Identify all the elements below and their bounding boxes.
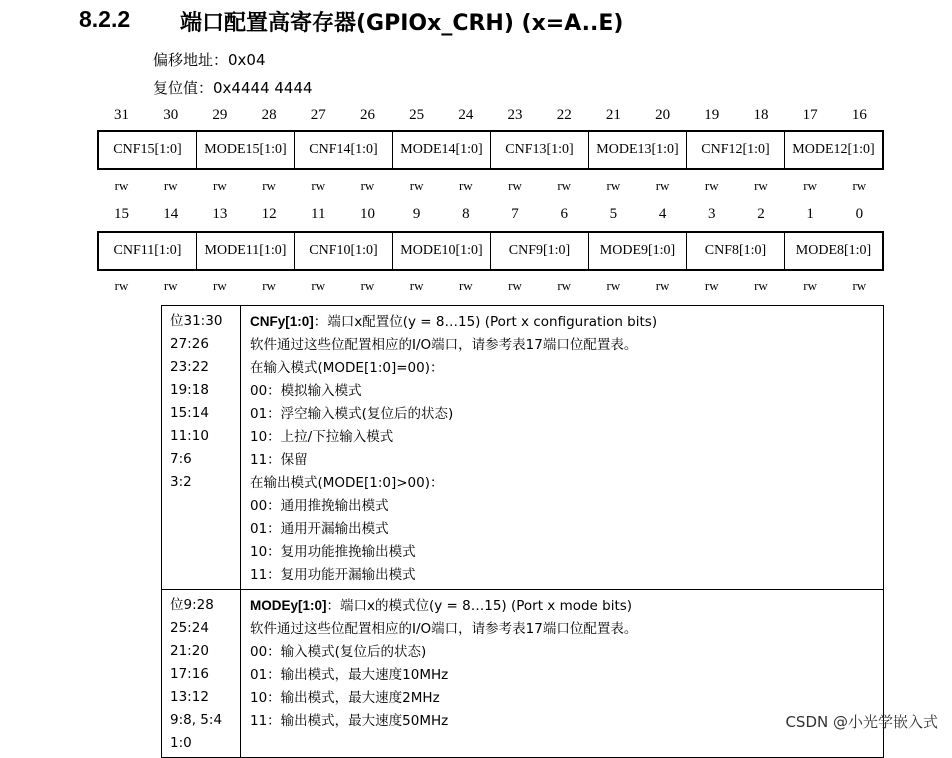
bit-number: 11 (311, 206, 326, 222)
access-type: rw (262, 278, 276, 293)
description-line: 01：输出模式，最大速度10MHz (250, 667, 449, 683)
access-type: rw (311, 278, 326, 293)
bit-range: 1:0 (170, 735, 192, 751)
description-line: 11：保留 (250, 452, 308, 468)
bit-range: 3:2 (170, 474, 192, 490)
access-type: rw (409, 278, 424, 293)
access-type: rw (409, 178, 424, 193)
bit-range: 25:24 (170, 620, 209, 636)
access-type: rw (704, 178, 719, 193)
register-field: CNF14[1:0] (295, 132, 393, 168)
section-number: 8.2.2 (79, 6, 131, 32)
access-type: rw (360, 278, 375, 293)
reset-line (153, 77, 313, 98)
field-name: MODEy[1:0] (250, 598, 327, 613)
register-field: MODE12[1:0] (792, 142, 875, 157)
access-type: rw (458, 278, 473, 293)
bit-number: 26 (359, 107, 375, 123)
description-line: 01：通用开漏输出模式 (250, 521, 389, 537)
description-line: 在输入模式(MODE[1:0]=00)： (250, 360, 444, 376)
register-field: MODE10[1:0] (393, 233, 491, 269)
bit-number: 22 (556, 107, 572, 123)
description-line: 00：输入模式(复位后的状态) (250, 644, 427, 660)
bit-description-table (161, 305, 884, 758)
access-type: rw (557, 178, 572, 193)
access-type: rw (655, 178, 670, 193)
access-type: rw (114, 178, 129, 193)
access-type: rw (508, 178, 522, 193)
register-field: MODE13[1:0] (589, 132, 687, 168)
access-type: rw (557, 278, 572, 293)
bit-number: 31 (114, 107, 129, 123)
section-title: 端口配置高寄存器(GPIOx_CRH) (x=A..E) (180, 11, 624, 36)
offset-line (153, 49, 266, 70)
access-type: rw (508, 278, 522, 293)
bit-number: 10 (359, 206, 375, 222)
bit-range-cell (162, 590, 241, 758)
register-field: MODE14[1:0] (393, 132, 491, 168)
access-type: rw (704, 278, 719, 293)
field-name: CNFy[1:0] (250, 314, 314, 329)
offset-label: 偏移地址： (153, 51, 229, 69)
access-type: rw (852, 178, 867, 193)
bit-number: 6 (560, 206, 568, 222)
bit-number: 7 (511, 206, 519, 222)
bit-number: 23 (507, 107, 523, 123)
register-field: CNF15[1:0] (99, 132, 197, 168)
access-type: rw (606, 178, 621, 193)
bit-range: 15:14 (170, 405, 209, 421)
access-type: rw (213, 178, 227, 193)
access-type: rw (754, 178, 768, 193)
bit-range: 27:26 (170, 336, 209, 352)
access-type: rw (213, 278, 227, 293)
offset-value: 0x04 (228, 51, 266, 69)
access-type: rw (852, 278, 867, 293)
description-line: 在输出模式(MODE[1:0]>00)： (250, 475, 444, 491)
register-row1-fields (97, 130, 884, 170)
bit-number: 17 (802, 107, 818, 123)
register-field: MODE9[1:0] (589, 233, 687, 269)
bit-range: 9:8, 5:4 (170, 712, 223, 728)
access-type: rw (803, 278, 817, 293)
bit-number: 30 (163, 107, 179, 123)
bit-number: 15 (114, 206, 129, 222)
bit-range: 7:6 (170, 451, 192, 467)
bit-number: 14 (163, 206, 179, 222)
field-title (250, 310, 877, 334)
watermark: CSDN @小光学嵌入式 (785, 713, 938, 731)
bit-number: 5 (609, 206, 618, 222)
bit-range: 17:16 (170, 666, 209, 682)
description-cell (241, 590, 884, 758)
description-line: 10：复用功能推挽输出模式 (250, 544, 416, 560)
register-field: CNF10[1:0] (295, 233, 393, 269)
access-type: rw (360, 178, 375, 193)
bit-range: 21:20 (170, 643, 209, 659)
description-line: 00：模拟输入模式 (250, 383, 362, 399)
bit-number: 25 (409, 107, 425, 123)
bit-number: 28 (261, 107, 277, 123)
bit-number: 18 (753, 107, 769, 123)
bit-number: 3 (708, 206, 716, 222)
bit-number: 8 (462, 206, 470, 222)
access-type: rw (163, 178, 178, 193)
bit-number: 19 (704, 107, 720, 123)
reset-label: 复位值： (153, 79, 214, 97)
bit-number: 2 (757, 206, 765, 222)
bit-number: 20 (655, 107, 671, 123)
register-field: MODE8[1:0] (795, 243, 872, 258)
access-type: rw (754, 278, 768, 293)
access-type: rw (803, 178, 817, 193)
description-line: 11：复用功能开漏输出模式 (250, 567, 416, 583)
access-type: rw (311, 178, 326, 193)
bit-range-cell (162, 306, 241, 590)
access-type: rw (655, 278, 670, 293)
bit-number: 29 (212, 107, 228, 123)
bit-number: 16 (851, 107, 867, 123)
description-line: 10：上拉/下拉输入模式 (250, 429, 394, 445)
register-field: CNF9[1:0] (491, 233, 589, 269)
access-type: rw (114, 278, 129, 293)
bit-range: 11:10 (170, 428, 209, 444)
description-line: 00：通用推挽输出模式 (250, 498, 389, 514)
bit-number: 4 (658, 206, 667, 222)
bit-number: 13 (212, 206, 228, 222)
register-field: CNF13[1:0] (491, 132, 589, 168)
register-field: MODE11[1:0] (197, 233, 295, 269)
description-row (162, 306, 884, 590)
bit-number: 9 (412, 206, 421, 222)
register-row2-fields (97, 231, 884, 271)
reset-value: 0x4444 4444 (213, 79, 313, 97)
access-type: rw (163, 278, 178, 293)
description-line: 软件通过这些位配置相应的I/O端口，请参考表17端口位配置表。 (250, 621, 638, 637)
description-row (162, 590, 884, 758)
bit-range: 23:22 (170, 359, 209, 375)
description-line: 01：浮空输入模式(复位后的状态) (250, 406, 454, 422)
description-cell (241, 306, 884, 590)
bit-number: 24 (458, 107, 474, 123)
bit-number: 1 (806, 206, 814, 222)
bit-range: 位31:30 (170, 313, 223, 329)
register-field: CNF8[1:0] (687, 233, 785, 269)
description-line: 10：输出模式，最大速度2MHz (250, 690, 440, 706)
field-title (250, 594, 877, 618)
bit-range: 13:12 (170, 689, 209, 705)
bit-range: 19:18 (170, 382, 209, 398)
description-line: 11：输出模式，最大速度50MHz (250, 713, 449, 729)
field-title-rest: ：端口x配置位(y = 8…15) (Port x configuration bits) (313, 314, 658, 330)
register-field: CNF11[1:0] (99, 233, 197, 269)
access-type: rw (458, 178, 473, 193)
field-title-rest: ：端口x的模式位(y = 8…15) (Port x mode bits) (326, 598, 633, 614)
access-type: rw (606, 278, 621, 293)
bit-number: 12 (261, 206, 277, 222)
register-field: MODE15[1:0] (197, 132, 295, 168)
bit-range: 位9:28 (170, 597, 214, 613)
bit-number: 27 (310, 107, 326, 123)
register-field: CNF12[1:0] (687, 132, 785, 168)
access-type: rw (262, 178, 276, 193)
bit-number: 21 (605, 107, 621, 123)
bit-number: 0 (855, 206, 864, 222)
description-line: 软件通过这些位配置相应的I/O端口，请参考表17端口位配置表。 (250, 337, 638, 353)
